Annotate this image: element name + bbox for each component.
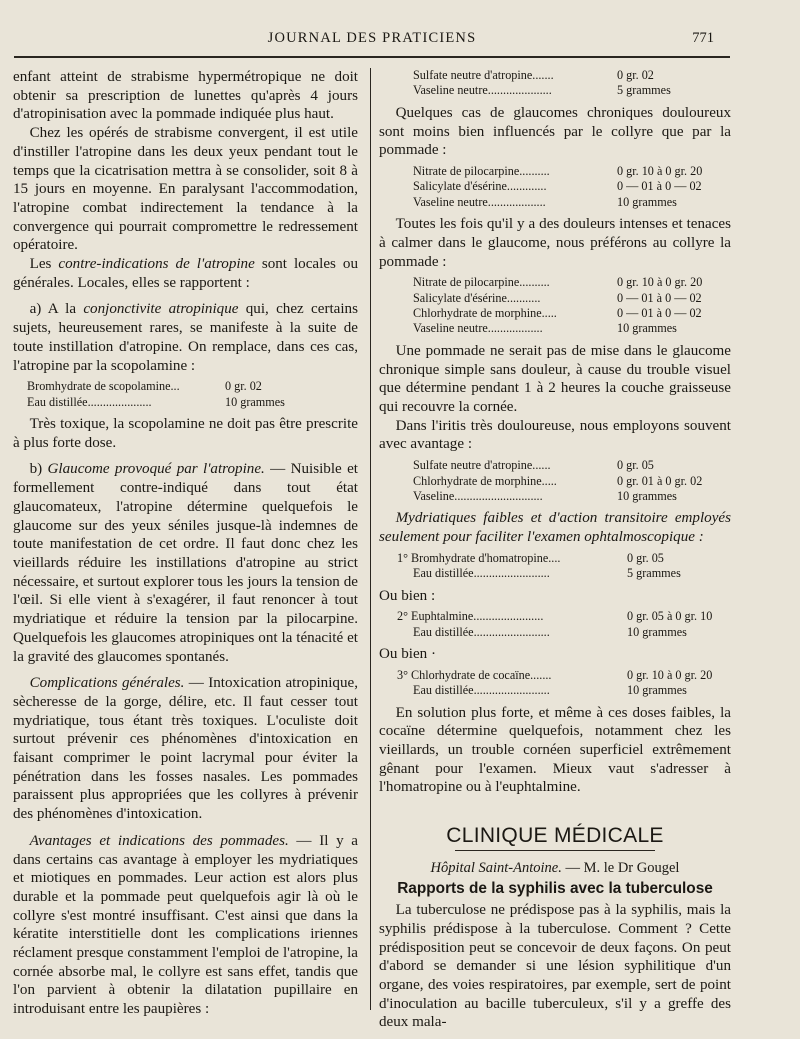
column-divider [370, 68, 371, 1010]
formula-line: Bromhydrate de scopolamine... 0 gr. 02 [27, 379, 262, 394]
formula-line: Eau distillée......................... 5 grammes [413, 566, 681, 581]
paragraph: enfant atteint de strabisme hypermétropique ne doit obtenir sa prescription de lunettes qu'après 4 jours d'atropinisation avec la pommade indiquée plus haut. [13, 69, 358, 123]
formula-line: Vaseline neutre................... 10 grammes [413, 194, 677, 209]
page-number: 771 [692, 30, 714, 46]
paragraph: Mydriatiques faibles et d'action transitoire employés seulement pour faciliter l'examen ophtalmoscopique : [379, 510, 731, 546]
prescription-formula [413, 275, 731, 337]
prescription-formula [397, 609, 731, 640]
section-title: CLINIQUE MÉDICALE [446, 824, 664, 848]
formula-line: 2° Euphtalmine....................... 0 gr. 05 à 0 gr. 10 [397, 609, 713, 624]
paragraph: Complications générales. — Intoxication atropinique, sècheresse de la gorge, délire, etc. Il faut cesser tout mydriatique, tous étant très toxiques. L'oculiste doit surtout prévenir ces phénomènes d'intoxication en faisant comprimer le point lacrymal pour éviter la pénétration dans les fosses nasales. Les pommades paraissent plus appropriées que les collyres à prévenir des phénomènes d'intoxication. [13, 675, 358, 823]
paragraph: Avantages et indications des pommades. — Il y a dans certains cas avantage à employer les mydriatiques et miotiques en pommades. Leur action est alors plus durable et la pommade peut quelquefois agir là où le collyre s'est montré insuffisant. C'est ainsi que dans la kératite interstitielle dont les complications iriennes réclament presque constamment l'emploi de l'atropine, la cornée absorbe mal, le collyre est sans effet, tandis que l'on parvient à obtenir la dilatation pupillaire en introduisant entre les paupières : [13, 832, 358, 1018]
right-column [379, 68, 731, 1032]
formula-line: Eau distillée......................... 10 grammes [413, 624, 687, 639]
prescription-formula [27, 379, 358, 410]
paragraph: a) A la conjonctivite atropinique qui, chez certains sujets, heureusement rares, se manifeste à la suite de toute instillation d'atropine. On remplace, dans ces cas, l'atropine par la scopolamine : [13, 301, 358, 374]
prescription-formula [413, 458, 731, 504]
paragraph: Chez les opérés de strabisme convergent, il est utile d'instiller l'atropine dans les deux yeux pendant tout le temps que la cicatrisation mettra à se consolider, soit 8 à 15 jours en moyenne. En paralysant l'accommodation, l'atropine combat indirectement la tendance à la convergence qui pourrait compromettre le redressement opératoire. [13, 125, 358, 254]
header-rule [14, 56, 730, 58]
formula-line: Vaseline neutre.................. 10 grammes [413, 321, 677, 336]
paragraph: Les contre-indications de l'atropine sont locales ou générales. Locales, elles se rapportent : [13, 256, 358, 291]
article-byline: Hôpital Saint-Antoine. — M. le Dr Gougel [430, 859, 680, 876]
paragraph: La tuberculose ne prédispose pas à la syphilis, mais la syphilis prédispose à la tuberculose. Comment ? Cette prédisposition peut se concevoir de deux façons. On peut d'abord se demander si une lésion syphilitique d'un organe, des voies respiratoires, par exemple, sert de point d'inoculation au bacille tuberculeux, s'il y a greffe des deux mala- [379, 902, 731, 1031]
formula-line: Nitrate de pilocarpine.......... 0 gr. 10 à 0 gr. 20 [413, 275, 703, 290]
paragraph: b) Glaucome provoqué par l'atropine. — Nuisible et formellement contre-indiqué dans tout état glaucomateux, l'atropine détermine quelquefois le glaucome sur des yeux séniles jusque-là indemnes de toute manifestation de cet ordre. Il faut donc chez les vieillards réduire les instillations d'atropine au strict nécessaire, et surtout explorer tous les jours la tension de l'œil. Si elle vient à s'exagérer, il faut renoncer à tout mydriatique et réduire la tension par la pilocarpine. Quelquefois les glaucomes atropiniques ont la ténacité et la gravité des glaucomes spontanés. [13, 461, 358, 665]
formula-line: Sulfate neutre d'atropine...... 0 gr. 05 [413, 458, 654, 473]
prescription-formula [397, 668, 731, 699]
paragraph: Une pommade ne serait pas de mise dans le glaucome chronique simple sans douleur, à cause du trouble visuel que détermine pendant 1 à 2 heures la couche graisseuse qui recouvre la cornée. [379, 342, 731, 415]
paragraph: Quelques cas de glaucomes chroniques douloureux sont moins bien influencés par le collyre que par la pommade : [379, 104, 731, 159]
formula-line: Vaseline............................. 10 grammes [413, 488, 677, 503]
article-title: Rapports de la syphilis avec la tuberculose [397, 880, 713, 898]
paragraph: Toutes les fois qu'il y a des douleurs intenses et tenaces à calmer dans le glaucome, nous préférons au collyre la pommade : [379, 216, 731, 270]
section-rule [455, 850, 655, 851]
paragraph: Très toxique, la scopolamine ne doit pas être prescrite à plus forte dose. [13, 416, 358, 451]
formula-line: Eau distillée..................... 10 grammes [27, 394, 285, 409]
prescription-formula [397, 551, 731, 582]
formula-line: 3° Chlorhydrate de cocaïne....... 0 gr. 10 à 0 gr. 20 [397, 667, 713, 682]
formula-line: Sulfate neutre d'atropine....... 0 gr. 02 [413, 68, 654, 82]
prescription-formula [413, 164, 731, 210]
left-column [13, 68, 358, 1019]
paragraph: En solution plus forte, et même à ces doses faibles, la cocaïne détermine quelquefois, notamment chez les vieillards, un trouble cornéen superficiel extrêmement gênant pour l'examen. Mieux vaut s'adresser à l'homatropine ou à l'euphtalmine. [379, 704, 731, 796]
formula-line: Chlorhydrate de morphine..... 0 gr. 01 à 0 gr. 02 [413, 473, 703, 488]
paragraph: Dans l'iritis très douloureuse, nous employons souvent avec avantage : [379, 417, 731, 453]
formula-line: Nitrate de pilocarpine.......... 0 gr. 10 à 0 gr. 20 [413, 163, 703, 178]
prescription-formula [413, 68, 731, 99]
formula-line: Vaseline neutre..................... 5 grammes [413, 83, 671, 98]
alternative-label: Ou bien : [379, 587, 436, 604]
journal-title: JOURNAL DES PRATICIENS [267, 30, 477, 46]
formula-line: Eau distillée......................... 10 grammes [413, 683, 687, 698]
alternative-label: Ou bien · [379, 646, 437, 663]
formula-line: Salicylate d'ésérine............. 0 — 01 à 0 — 02 [413, 179, 702, 194]
formula-line: 1° Bromhydrate d'homatropine.... 0 gr. 05 [397, 550, 664, 565]
page-header [14, 30, 730, 50]
formula-line: Salicylate d'ésérine........... 0 — 01 à 0 — 02 [413, 290, 702, 305]
formula-line: Chlorhydrate de morphine..... 0 — 01 à 0 — 02 [413, 306, 702, 321]
